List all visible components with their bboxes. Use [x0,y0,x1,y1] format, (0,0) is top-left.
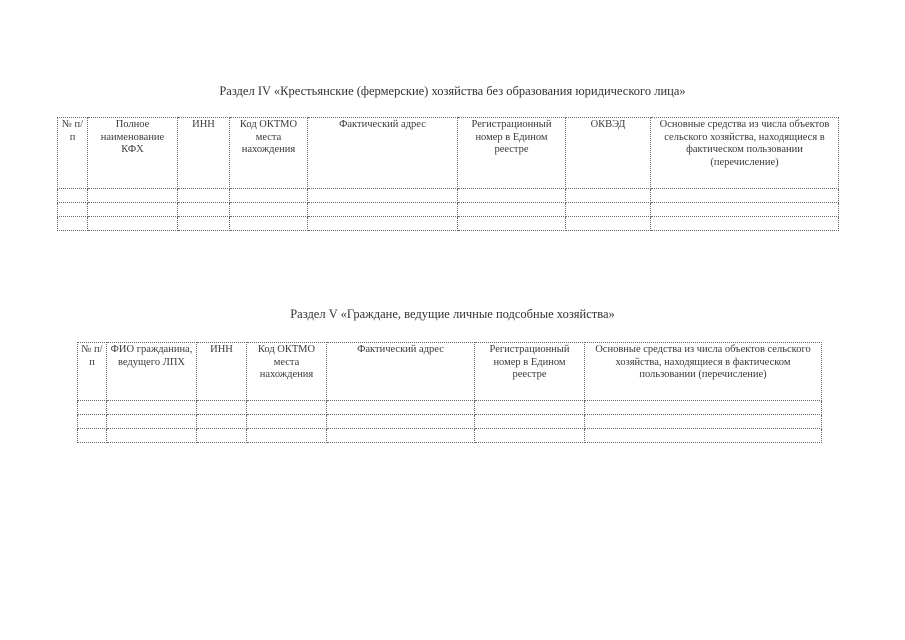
table-cell[interactable] [88,217,178,231]
section-4-title: Раздел IV «Крестьянские (фермерские) хозяйства без образования юридического лица» [219,84,686,98]
section-4-table [57,117,839,231]
column-header-inn: ИНН [178,118,230,189]
table-cell[interactable] [58,217,88,231]
table-cell[interactable] [566,217,651,231]
table-row [58,203,839,217]
table-cell[interactable] [475,401,585,415]
table-cell[interactable] [308,189,458,203]
column-header-kfh-name: Полное наименование КФХ [88,118,178,189]
table-cell[interactable] [327,429,475,443]
table-cell[interactable] [58,189,88,203]
table-cell[interactable] [197,415,247,429]
section-5-table [77,342,822,443]
table-cell[interactable] [475,429,585,443]
table-cell[interactable] [107,415,197,429]
table-cell[interactable] [458,203,566,217]
table-cell[interactable] [651,189,839,203]
column-header-number: № п/п [78,343,107,401]
column-header-address: Фактический адрес [327,343,475,401]
column-header-fixed-assets: Основные средства из числа объектов сельского хозяйства, находящиеся в фактическом пользовании (перечисление) [651,118,839,189]
column-header-registry-number: Регистрационный номер в Едином реестре [458,118,566,189]
table-cell[interactable] [308,203,458,217]
table-row [78,401,822,415]
table-cell[interactable] [585,401,822,415]
table-cell[interactable] [458,189,566,203]
table-cell[interactable] [230,203,308,217]
table-row [78,415,822,429]
column-header-oktmo: Код ОКТМО места нахождения [247,343,327,401]
table-cell[interactable] [566,189,651,203]
table-cell[interactable] [475,415,585,429]
column-header-citizen-name: ФИО гражданина, ведущего ЛПХ [107,343,197,401]
table-cell[interactable] [178,217,230,231]
table-cell[interactable] [651,203,839,217]
table-cell[interactable] [458,217,566,231]
table-cell[interactable] [585,415,822,429]
column-header-registry-number: Регистрационный номер в Едином реестре [475,343,585,401]
table-header-row [58,118,839,189]
table-cell[interactable] [566,203,651,217]
table-cell[interactable] [78,415,107,429]
table-row [58,189,839,203]
table-cell[interactable] [78,401,107,415]
column-header-inn: ИНН [197,343,247,401]
table-cell[interactable] [230,189,308,203]
table-cell[interactable] [107,401,197,415]
table-cell[interactable] [78,429,107,443]
table-cell[interactable] [327,415,475,429]
table-cell[interactable] [247,415,327,429]
column-header-fixed-assets: Основные средства из числа объектов сельского хозяйства, находящиеся в фактическом пользовании (перечисление) [585,343,822,401]
table-cell[interactable] [197,401,247,415]
table-cell[interactable] [651,217,839,231]
column-header-oktmo: Код ОКТМО места нахождения [230,118,308,189]
table-cell[interactable] [58,203,88,217]
section-5-title: Раздел V «Граждане, ведущие личные подсобные хозяйства» [290,307,615,321]
table-cell[interactable] [107,429,197,443]
column-header-number: № п/п [58,118,88,189]
table-cell[interactable] [585,429,822,443]
table-cell[interactable] [247,429,327,443]
table-row [58,217,839,231]
table-header-row [78,343,822,401]
table-cell[interactable] [88,203,178,217]
table-cell[interactable] [178,203,230,217]
table-cell[interactable] [308,217,458,231]
table-cell[interactable] [247,401,327,415]
column-header-address: Фактический адрес [308,118,458,189]
table-cell[interactable] [327,401,475,415]
table-cell[interactable] [197,429,247,443]
table-cell[interactable] [230,217,308,231]
column-header-okved: ОКВЭД [566,118,651,189]
table-cell[interactable] [88,189,178,203]
table-cell[interactable] [178,189,230,203]
table-row [78,429,822,443]
